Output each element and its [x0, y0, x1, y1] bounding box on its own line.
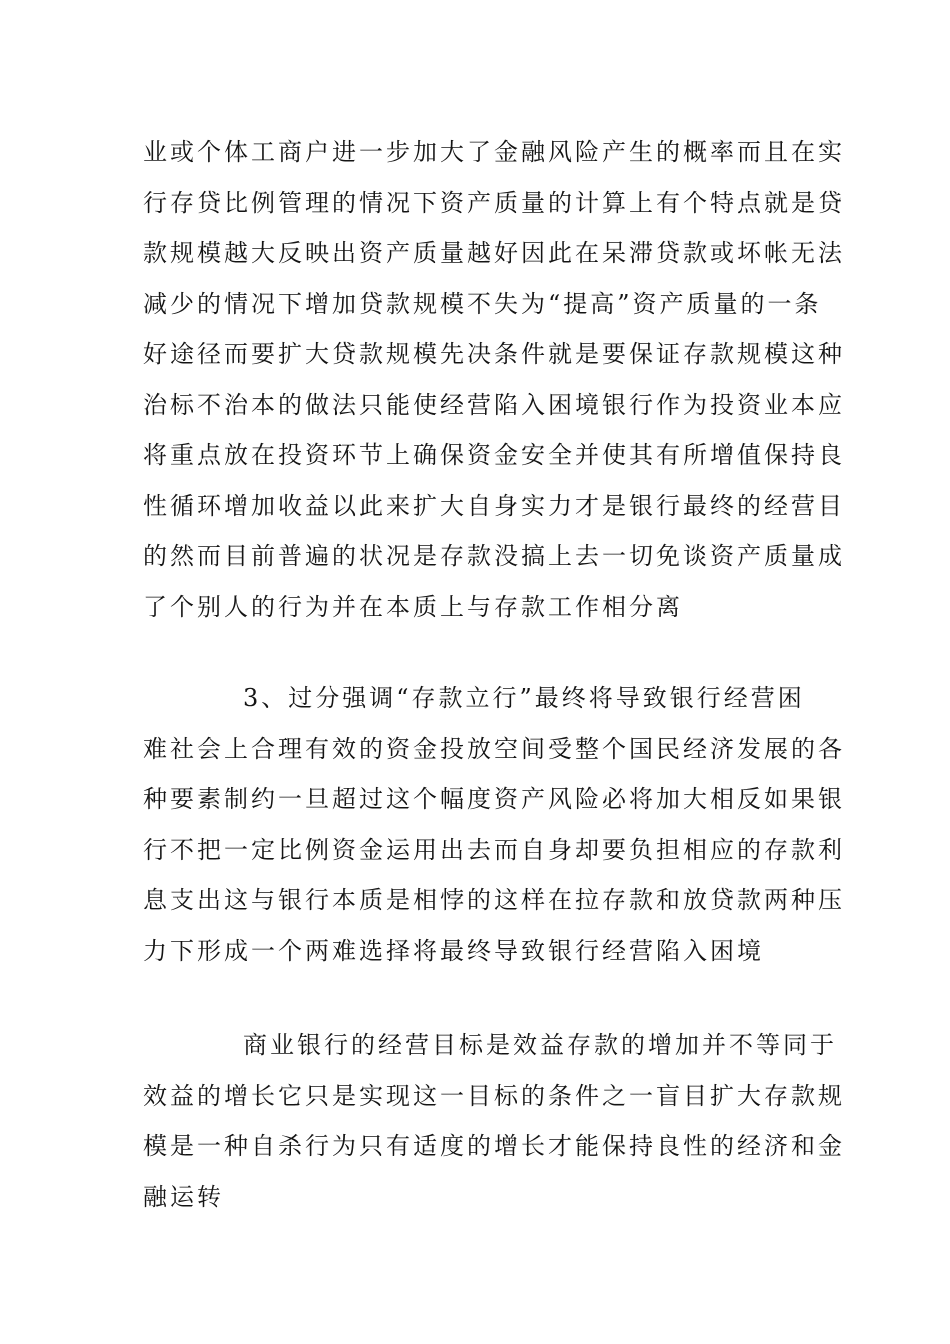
text-line: 性循环增加收益以此来扩大自身实力才是银行最终的经营目: [143, 491, 845, 520]
text-line: 融运转: [143, 1182, 224, 1211]
text-line: 业或个体工商户进一步加大了金融风险产生的概率而且在实: [143, 138, 845, 166]
paragraph-1: [143, 127, 845, 632]
text-line: 治标不治本的做法只能使经营陷入困境银行作为投资业本应: [143, 390, 845, 419]
text-line: 模是一种自杀行为只有适度的增长才能保持良性的经济和金: [143, 1132, 845, 1160]
text-line: 了个别人的行为并在本质上与存款工作相分离: [143, 592, 683, 621]
text-line: 的然而目前普遍的状况是存款没搞上去一切免谈资产质量成: [143, 542, 845, 570]
text-line: 行存贷比例管理的情况下资产质量的计算上有个特点就是贷: [143, 188, 845, 217]
paragraph-2: [143, 673, 845, 976]
text-line-indented: 商业银行的经营目标是效益存款的增加并不等同于: [243, 1031, 837, 1059]
text-line: 将重点放在投资环节上确保资金安全并使其有所增值保持良: [143, 441, 845, 469]
paragraph-3: [143, 1020, 845, 1222]
text-line: 款规模越大反映出资产质量越好因此在呆滞贷款或坏帐无法: [143, 239, 845, 267]
text-line: 种要素制约一旦超过这个幅度资产风险必将加大相反如果银: [143, 785, 845, 813]
text-line: 好途径而要扩大贷款规模先决条件就是要保证存款规模这种: [143, 340, 845, 368]
text-line: 效益的增长它只是实现这一目标的条件之一盲目扩大存款规: [143, 1081, 845, 1110]
text-line-indented: 3、过分强调“存款立行”最终将导致银行经营困: [243, 684, 805, 712]
text-line: 行不把一定比例资金运用出去而自身却要负担相应的存款利: [143, 835, 845, 864]
text-line: 息支出这与银行本质是相悖的这样在拉存款和放贷款两种压: [143, 886, 845, 914]
text-line: 减少的情况下增加贷款规模不失为“提高”资产质量的一条: [143, 289, 822, 318]
text-line: 难社会上合理有效的资金投放空间受整个国民经济发展的各: [143, 734, 845, 763]
text-line: 力下形成一个两难选择将最终导致银行经营陷入困境: [143, 936, 764, 965]
